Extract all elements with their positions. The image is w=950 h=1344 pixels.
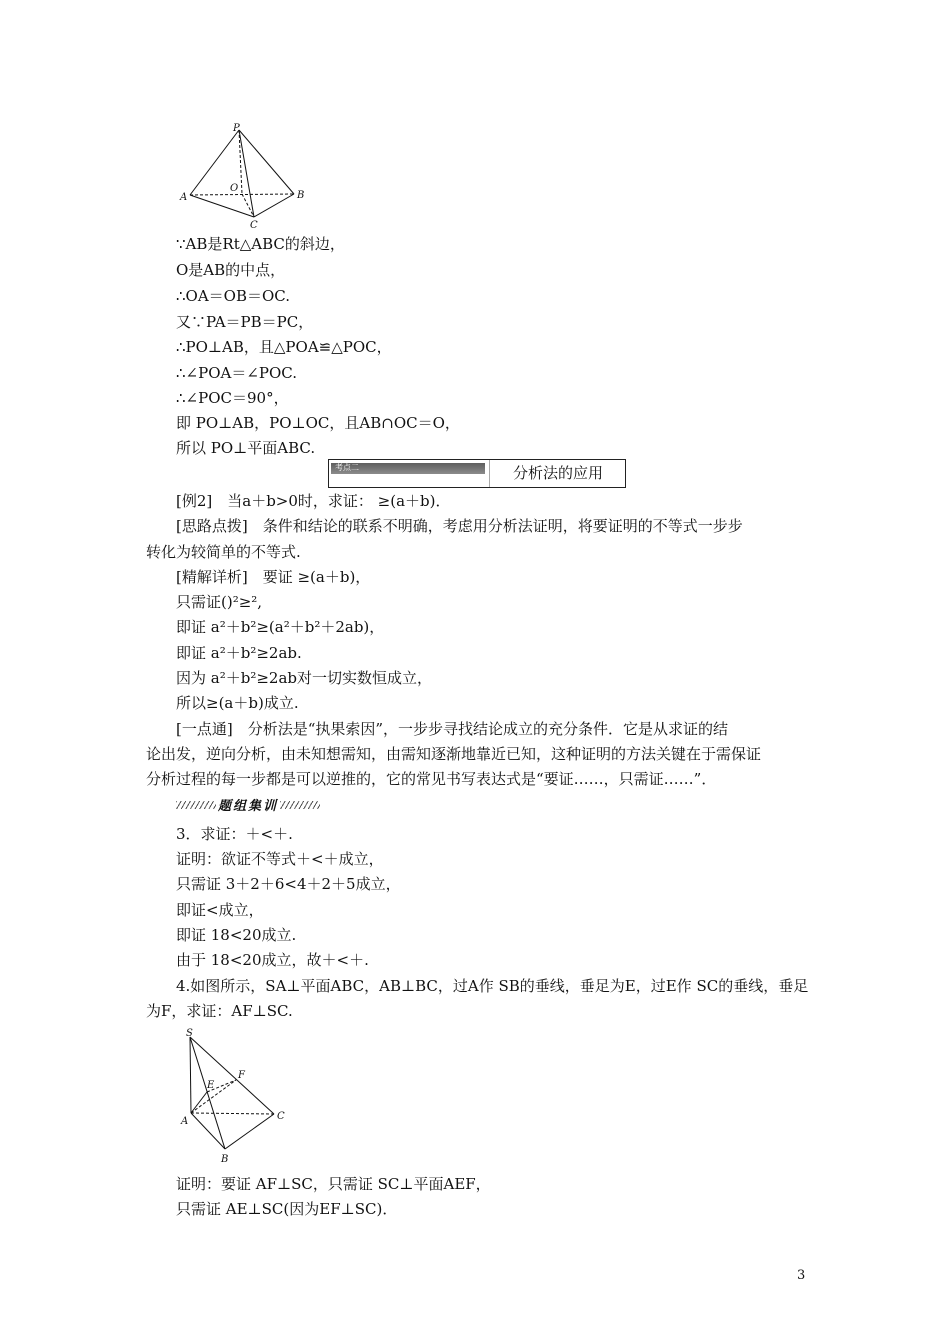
- problem-3-line: 即证<成立，: [176, 901, 264, 919]
- proof-line: 只需证 AE⊥SC(因为EF⊥SC)．: [176, 1200, 398, 1218]
- text-line: ∴PO⊥AB，且△POA≌△POC，: [176, 338, 392, 356]
- problem-3-line: 由于 18<20成立，故＋<＋.: [176, 951, 369, 969]
- hint-line: 转化为较简单的不等式.: [146, 543, 301, 561]
- group-banner: 题组集训: [176, 797, 316, 813]
- text-line: 又∵PA＝PB＝PC，: [176, 313, 314, 331]
- label-a: A: [181, 1116, 189, 1127]
- text-line: 即 PO⊥AB，PO⊥OC，且AB∩OC＝O，: [176, 414, 460, 432]
- text-line: ∴∠POC＝90°，: [176, 389, 289, 407]
- tip-line: 论出发，逆向分析，由未知想需知，由需知逐渐地靠近已知，这种证明的方法关键在于需保证: [146, 745, 762, 763]
- problem-4-stem: 为F，求证：AF⊥SC.: [146, 1002, 293, 1020]
- label-e: E: [207, 1080, 215, 1091]
- tip-line: [一点通] 分析法是“执果索因”，一步步寻找结论成立的充分条件．它是从求证的结: [176, 720, 729, 738]
- text-line: ∴∠POA＝∠POC.: [176, 364, 298, 382]
- problem-4-stem: 4.如图所示，SA⊥平面ABC，AB⊥BC，过A作 SB的垂线，垂足为E，过E作 SC的垂线，垂足: [176, 977, 809, 995]
- page-number: 3: [797, 1268, 806, 1283]
- section-header: [328, 459, 626, 488]
- problem-3-line: 证明：欲证不等式＋<＋成立，: [176, 850, 384, 868]
- solution-line: 只需证()²≥²,: [176, 593, 263, 611]
- text-line: O是AB的中点，: [176, 261, 286, 279]
- label-b: B: [221, 1154, 229, 1165]
- solution-line: 所以≥(a＋b)成立.: [176, 694, 299, 712]
- text-line: ∴OA＝OB＝OC.: [176, 287, 291, 305]
- hint-line: [思路点拨] 条件和结论的联系不明确，考虑用分析法证明，将要证明的不等式一步步: [176, 517, 743, 535]
- label-o: O: [230, 183, 239, 194]
- example-2-statement: [例2] 当a＋b>0时，求证： ≥(a＋b)．: [176, 492, 451, 510]
- text-line: ∵AB是Rt△ABC的斜边，: [176, 235, 345, 253]
- label-c: C: [250, 220, 258, 231]
- problem-3-line: 只需证 3＋2＋6<4＋2＋5成立，: [176, 875, 401, 893]
- hatch-decoration: [176, 801, 216, 809]
- solution-line: [精解详析] 要证 ≥(a＋b)，: [176, 568, 371, 586]
- label-a: A: [180, 192, 188, 203]
- section-tag: 考点二: [331, 463, 485, 474]
- hatch-decoration: [280, 801, 320, 809]
- label-p: P: [233, 123, 240, 134]
- problem-3-line: 即证 18<20成立.: [176, 926, 297, 944]
- section-title: 分析法的应用: [513, 464, 604, 482]
- solution-line: 即证 a²＋b²≥(a²＋b²＋2ab)，: [176, 618, 385, 636]
- section-divider: [489, 460, 490, 487]
- text-line: 所以 PO⊥平面ABC.: [176, 439, 316, 457]
- solution-line: 即证 a²＋b²≥2ab.: [176, 644, 302, 662]
- label-s: S: [186, 1028, 193, 1039]
- solution-line: 因为 a²＋b²≥2ab对一切实数恒成立，: [176, 669, 432, 687]
- label-f: F: [238, 1070, 245, 1081]
- tip-line: 分析过程的每一步都是可以逆推的，它的常见书写表达式是“要证……，只需证……”．: [146, 770, 717, 788]
- proof-line: 证明：要证 AF⊥SC，只需证 SC⊥平面AEF，: [176, 1175, 491, 1193]
- figure-pyramid-sabc: [178, 1026, 296, 1166]
- problem-3-line: 3．求证：＋<＋.: [176, 825, 293, 843]
- figure-pyramid-pabc: [176, 120, 306, 232]
- label-c: C: [277, 1111, 285, 1122]
- label-b: B: [297, 190, 305, 201]
